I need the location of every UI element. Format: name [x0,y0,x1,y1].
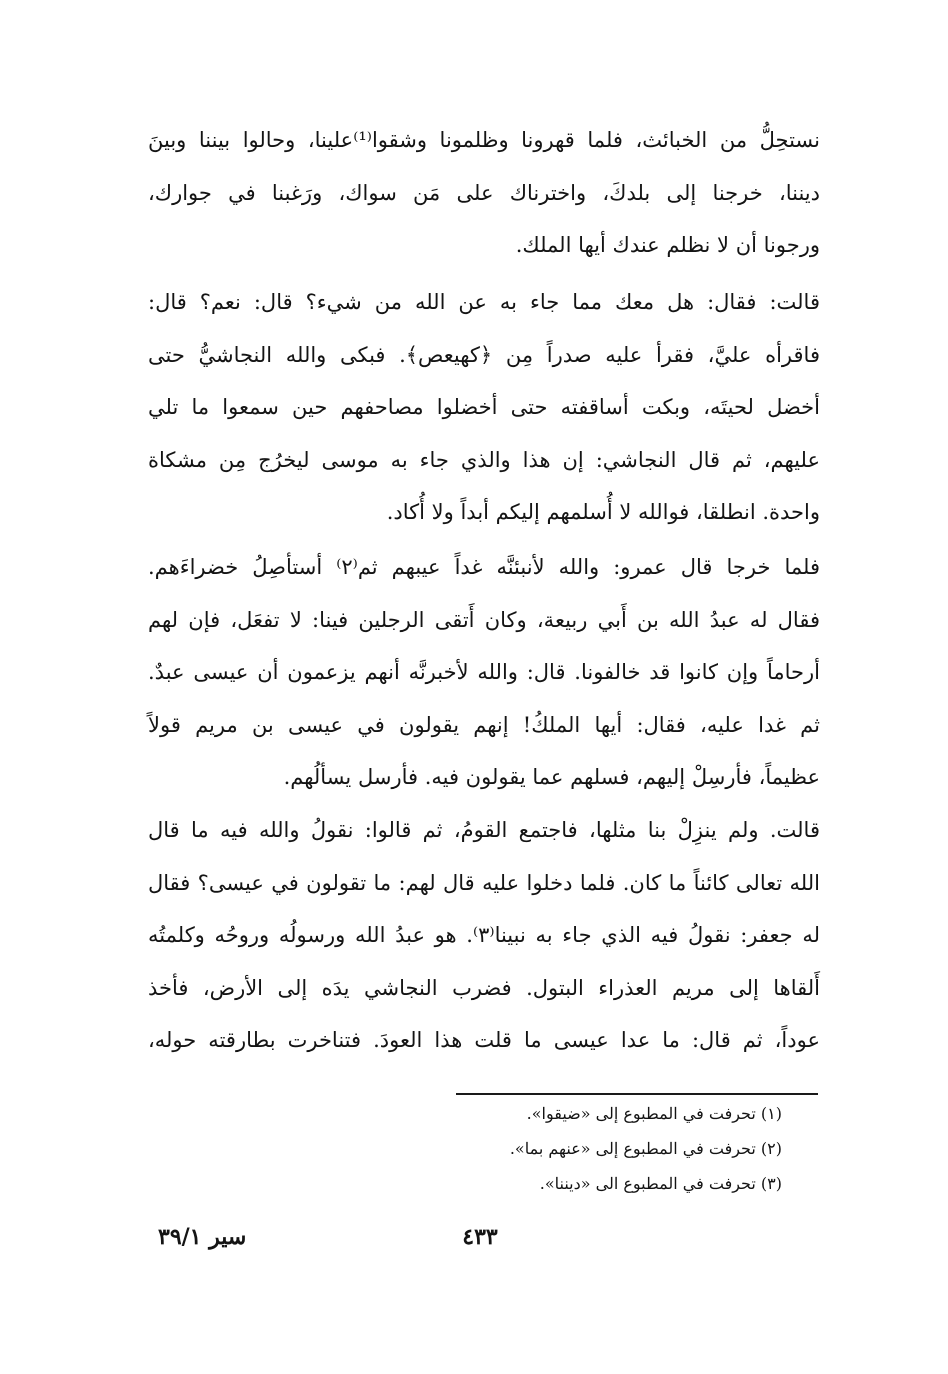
footnotes [402,1096,782,1201]
text-line: نستحِلُّ من الخبائث، فلما قهرونا وظلمونا وشقوا⁽¹⁾علينا، وحالوا بيننا وبينَ [148,128,821,152]
text-line: فلما خرجا قال عمرو: والله لأنبئنَّه غداً عيبهم ثم⁽٢⁾ أستأصِلُ خضراءَهم. [148,555,821,579]
footnote-divider [456,1093,818,1095]
text-line: فقال له عبدُ الله بن أَبي ربيعة، وكان أَتقى الرجلين فينا: لا تفعَل، فإن لهم [148,607,820,632]
text-line: أرحاماً وإن كانوا قد خالفونا. قال: والله لأخبرنَّه أنهم يزعمون أن عيسى عبدٌ. [148,660,820,684]
text-line: أَلقاها إلى مريم العذراء البتول. فضرب النجاشي يدَه إلى الأرض، فأخذ [148,975,820,1000]
text-line: فاقرأه عليَّ، فقرأ عليه صدراً مِن ﴿كهيعص﴾. فبكى والله النجاشيُّ حتى [148,342,820,367]
body-paragraph-3 [148,541,820,804]
body-paragraph-4 [148,804,820,1067]
signature-mark: سير ٣٩/١ [158,1224,247,1250]
page-number: ٤٣٣ [462,1224,498,1250]
text-line: قالت. ولم ينزِلْ بنا مثلها، فاجتمع القومُ، ثم قالوا: نقولُ والله فيه ما قال [148,818,820,842]
body-paragraph-2 [148,276,820,539]
text-line: قالت: فقال: هل معك مما جاء به عن الله من شيء؟ قال: نعم؟ قال: [148,290,820,314]
text-line: واحدة. انطلقا، فوالله لا أُسلمهم إليكم أبداً ولا أُكاد. [386,500,820,524]
text-line: ورجونا أن لا نظلم عندك أيها الملك. [515,233,820,257]
body-paragraph-1 [148,114,820,272]
footnote-1: (١) تحرفت في المطبوع إلى «ضيقوا». [526,1104,782,1123]
text-line: عوداً، ثم قال: ما عدا عيسى ما قلت هذا العودَ. فتناخرت بطارقته حوله، [148,1028,820,1052]
text-line: ديننا، خرجنا إلى بلدكَ، واخترناك على مَن سواك، ورَغبنا في جوارك، [148,180,820,205]
text-line: له جعفر: نقولُ فيه الذي جاء به نبينا⁽٣⁾. هو عبدُ الله ورسولُه وروحُه وكلمتُه [148,923,820,947]
text-line: ثم غدا عليه، فقال: أيها الملكُ! إنهم يقولون في عيسى بن مريم قولاً [148,712,820,737]
footnote-3: (٣) تحرفت في المطبوع الى «ديننا». [539,1174,782,1193]
footnote-2: (٢) تحرفت في المطبوع إلى «عنهم بما». [509,1139,782,1158]
text-line: الله تعالى كائناً ما كان. فلما دخلوا عليه قال لهم: ما تقولون في عيسى؟ فقال [148,870,820,895]
text-line: عظيماً، فأرسِلْ إليهم، فسلهم عما يقولون فيه. فأرسل يسألُهم. [283,765,820,789]
text-line: أخضل لحيتَه، وبكت أساقفته حتى أخضلوا مصاحفهم حين سمعوا ما تلي [148,395,820,419]
text-line: عليهم، ثم قال النجاشي: إن هذا والذي جاء به موسى ليخرُج مِن مشكاة [148,447,820,472]
